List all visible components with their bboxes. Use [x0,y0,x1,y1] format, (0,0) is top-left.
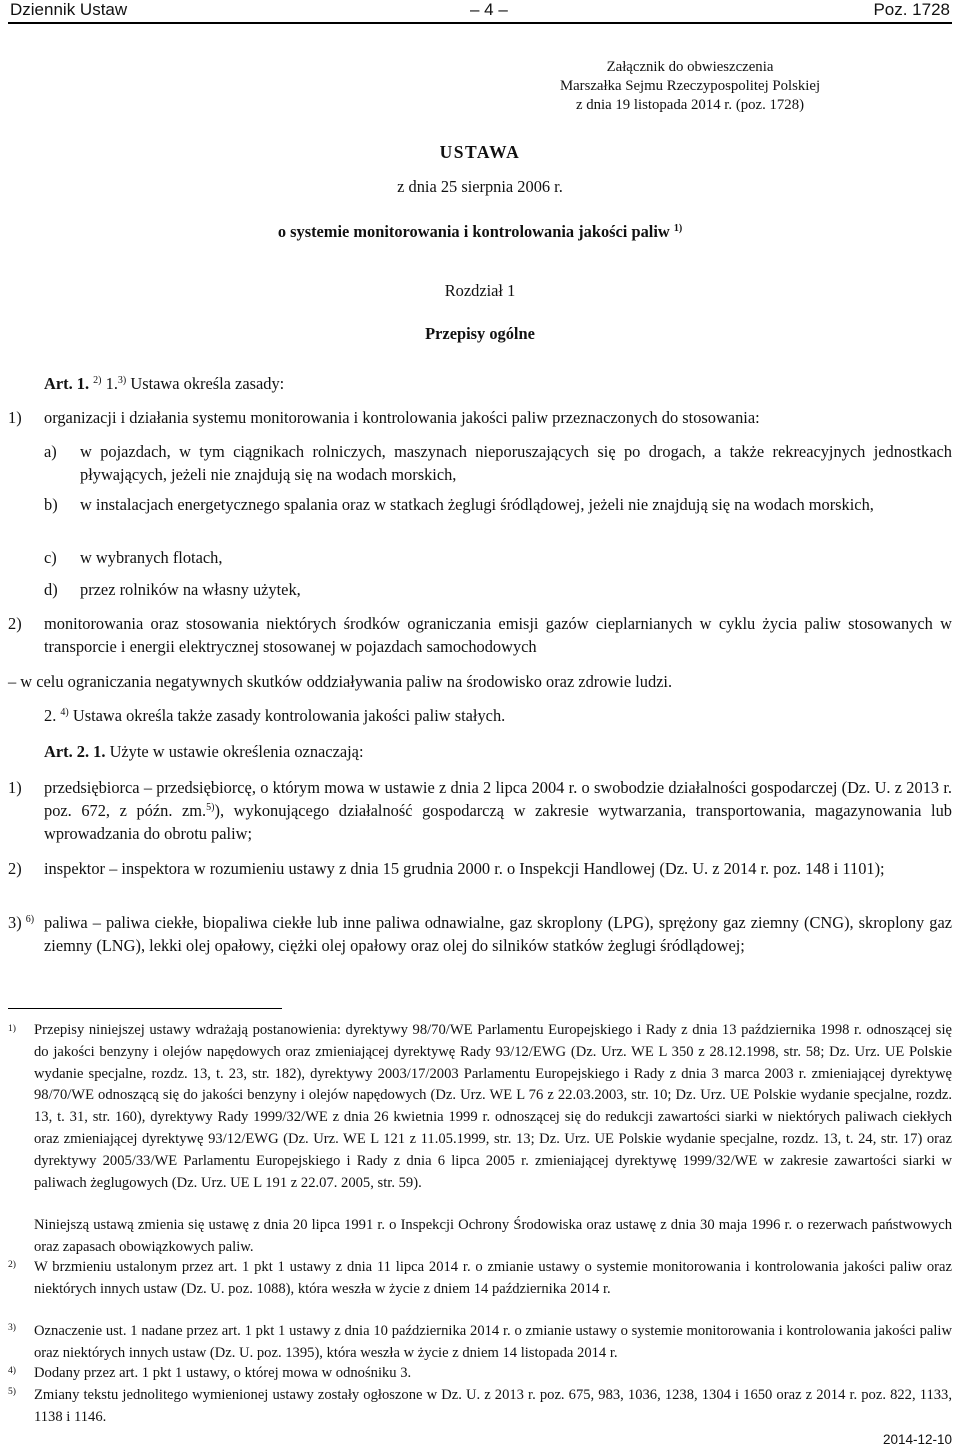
letter-number: c) [44,548,57,567]
annex-line: Marszałka Sejmu Rzeczypospolitej Polskiej [559,78,821,94]
art1-closing: – w celu ograniczania negatywnych skutków oddziaływania paliw na środowisko oraz zdrowie ludzi. [8,672,673,691]
act-subject-text: o systemie monitorowania i kontrolowania jakości paliw [277,222,670,241]
art1-point-1: organizacji i działania systemu monitorowania i kontrolowania jakości paliw przeznaczonych do stosowania: [44,408,760,427]
ust2-text: Ustawa określa także zasady kontrolowania jakości paliw stałych. [72,706,506,725]
point-number [8,911,34,934]
annex-note [520,58,860,115]
position-number: Poz. 1728 [873,0,950,19]
footnote-ref: 3) [117,375,127,386]
annex-line: Załącznik do obwieszczenia [606,59,774,75]
footnote-number: 4) [8,1365,16,1376]
art1-letter-a: w pojazdach, w tym ciągnikach rolniczych, maszynach nieporuszających się po drogach, a także rekreacyjnych jednostkach pływających, jeżeli nie znajdują się na wodach morskich, [80,442,952,484]
art1-ust2 [44,705,505,727]
footnote-ref: 1) [673,223,683,234]
point-number: 1) [8,408,22,427]
footnote-number: 2) [8,1259,16,1270]
footnote-ref: 6) [25,914,35,925]
art2-definition-1 [44,776,952,845]
art-number: Art. 1. [44,374,90,393]
chapter-name: Przepisy ogólne [425,324,535,343]
act-title: USTAWA [439,142,521,162]
footnote-2: W brzmieniu ustalonym przez art. 1 pkt 1 ustawy z dnia 11 lipca 2014 r. o zmianie ustawy o systemie monitorowania i kontrolowania jakości paliw oraz niektórych innych ustaw (Dz. U. poz. 1088), która weszła w życie z dniem 14 października 2014 r. [34,1259,952,1297]
point-number: 1) [8,778,22,797]
act-date: z dnia 25 sierpnia 2006 r. [397,177,563,196]
footnote-1-continuation: Niniejszą ustawą zmienia się ustawę z dnia 20 lipca 1991 r. o Inspekcji Ochrony Środowiska oraz ustawę z dnia 30 maja 1996 r. o rezerwach państwowych oraz zapasach obowiązkowych paliw. [34,1217,952,1255]
art2-heading [44,741,364,763]
footnote-number: 5) [8,1386,16,1397]
point-number: 2) [8,859,22,878]
act-subject [0,221,960,243]
footnote-4: Dodany przez art. 1 pkt 1 ustawy, o której mowa w odnośniku 3. [34,1365,412,1381]
journal-name: Dziennik Ustaw [10,0,128,19]
definition-text: przedsiębiorca – przedsiębiorcę, o którym mowa w ustawie z dnia 2 lipca 2004 r. o swobodzie działalności gospodarczej (Dz. U. z 2013 r. poz. 672, z późn. zm. [44,778,952,820]
art1-letter-b: w instalacjach energetycznego spalania oraz w statkach żeglugi śródlądowej, jeżeli nie znajdują się na wodach morskich, [80,495,874,514]
art2-text: Użyte w ustawie określenia oznaczają: [109,742,364,761]
footnote-3: Oznaczenie ust. 1 nadane przez art. 1 pkt 1 ustawy z dnia 10 października 2014 r. o zmianie ustawy o systemie monitorowania i kontrolowania jakości paliw oraz niektórych innych ustaw (Dz. U. poz. 1395), która weszła w życie z dniem 14 listopada 2014 r. [34,1323,952,1361]
art2-definition-2: inspektor – inspektora w rozumieniu ustawy z dnia 15 grudnia 2000 r. o Inspekcji Handlowej (Dz. U. z 2014 r. poz. 148 i 1101); [44,859,885,878]
footnote-ref: 4) [60,707,69,718]
footnote-number: 1) [8,1023,16,1034]
art-number: Art. 2. 1. [44,742,106,761]
footnote-separator [8,1008,282,1009]
art1-text: Ustawa określa zasady: [130,374,285,393]
letter-number: d) [44,580,58,599]
annex-line: z dnia 19 listopada 2014 r. (poz. 1728) [575,97,805,113]
footnote-ref: 5) [206,802,215,813]
footnote-number: 3) [8,1322,16,1333]
footnote-ref: 2) [93,375,102,386]
chapter-label: Rozdział 1 [444,281,516,300]
publication-date: 2014-12-10 [882,1432,952,1447]
letter-number: a) [44,442,57,461]
art1-heading [44,373,284,395]
ust-number: 1. [105,374,118,393]
page-number: – 4 – [470,0,508,19]
definition-text: ), wykonującego działalność gospodarczą w zakresie wytwarzania, transportowania, magazynowania lub wprowadzania do obrotu paliw; [44,801,952,843]
point-number: 2) [8,614,22,633]
page-header [8,0,952,24]
point-number-text: 3) [8,913,22,932]
art1-letter-d: przez rolników na własny użytek, [80,580,301,599]
art1-letter-c: w wybranych flotach, [80,548,223,567]
art2-definition-3: paliwa – paliwa ciekłe, biopaliwa ciekłe lub inne paliwa odnawialne, gaz skroplony (LPG), sprężony gaz ziemny (CNG), skroplony gaz ziemny (LNG), lekki olej opałowy, ciężki olej opałowy oraz olej do silników statków żeglugi śródlądowej; [44,913,952,955]
art1-point-2: monitorowania oraz stosowania niektórych środków ograniczania emisji gazów cieplarnianych w cyklu życia paliw stosowanych w transporcie i energii elektrycznej stosowanej w pojazdach samochodowych [44,614,952,656]
letter-number: b) [44,495,58,514]
footnote-5: Zmiany tekstu jednolitego wymienionej ustawy zostały ogłoszone w Dz. U. z 2013 r. poz. 675, 983, 1036, 1238, 1304 i 1650 oraz z 2014 r. poz. 822, 1133, 1138 i 1146. [34,1387,952,1425]
ust-number: 2. [44,706,57,725]
footnote-1: Przepisy niniejszej ustawy wdrażają postanowienia: dyrektywy 98/70/WE Parlamentu Europejskiego i Rady z dnia 13 października 1998 r. odnoszącej się do jakości benzyny i olejów napędowych oraz zmieniającej dyrektywę Rady 93/12/EWG (Dz. Urz. WE L 350 z 28.12.1998, str. 58; Dz. Urz. UE Polskie wydanie specjalne, rozdz. 13, t. 23, str. 182), dyrektywy 2003/17/2003 Parlamentu Europejskiego i Rady z dnia 3 marca 2003 r. zmieniającej dyrektywę 98/70/WE odnoszącą się do jakości benzyny i olejów napędowych (Dz. Urz. WE L 76 z 22.03.2003, str. 10; Dz. Urz. UE Polskie wydanie specjalne, rozdz. 13, t. 31, str. 160), dyrektywy Rady 1999/32/WE z dnia 26 kwietnia 1999 r. odnoszącej się do redukcji zawartości siarki w niektórych paliwach ciekłych oraz zmieniającej dyrektywę 93/12/EWG (Dz. Urz. WE L 121 z 11.05.1999, str. 13; Dz. Urz. UE Polskie wydanie specjalne, rozdz. 13, t. 24, str. 17) oraz dyrektywy 2005/33/WE Parlamentu Europejskiego i Rady z dnia 6 lipca 2005 r. zmieniającej dyrektywę 1999/32/WE w zakresie zawartości siarki w paliwach żeglugowych (Dz. Urz. UE L 191 z 22.07. 2005, str. 59). [34,1022,952,1191]
